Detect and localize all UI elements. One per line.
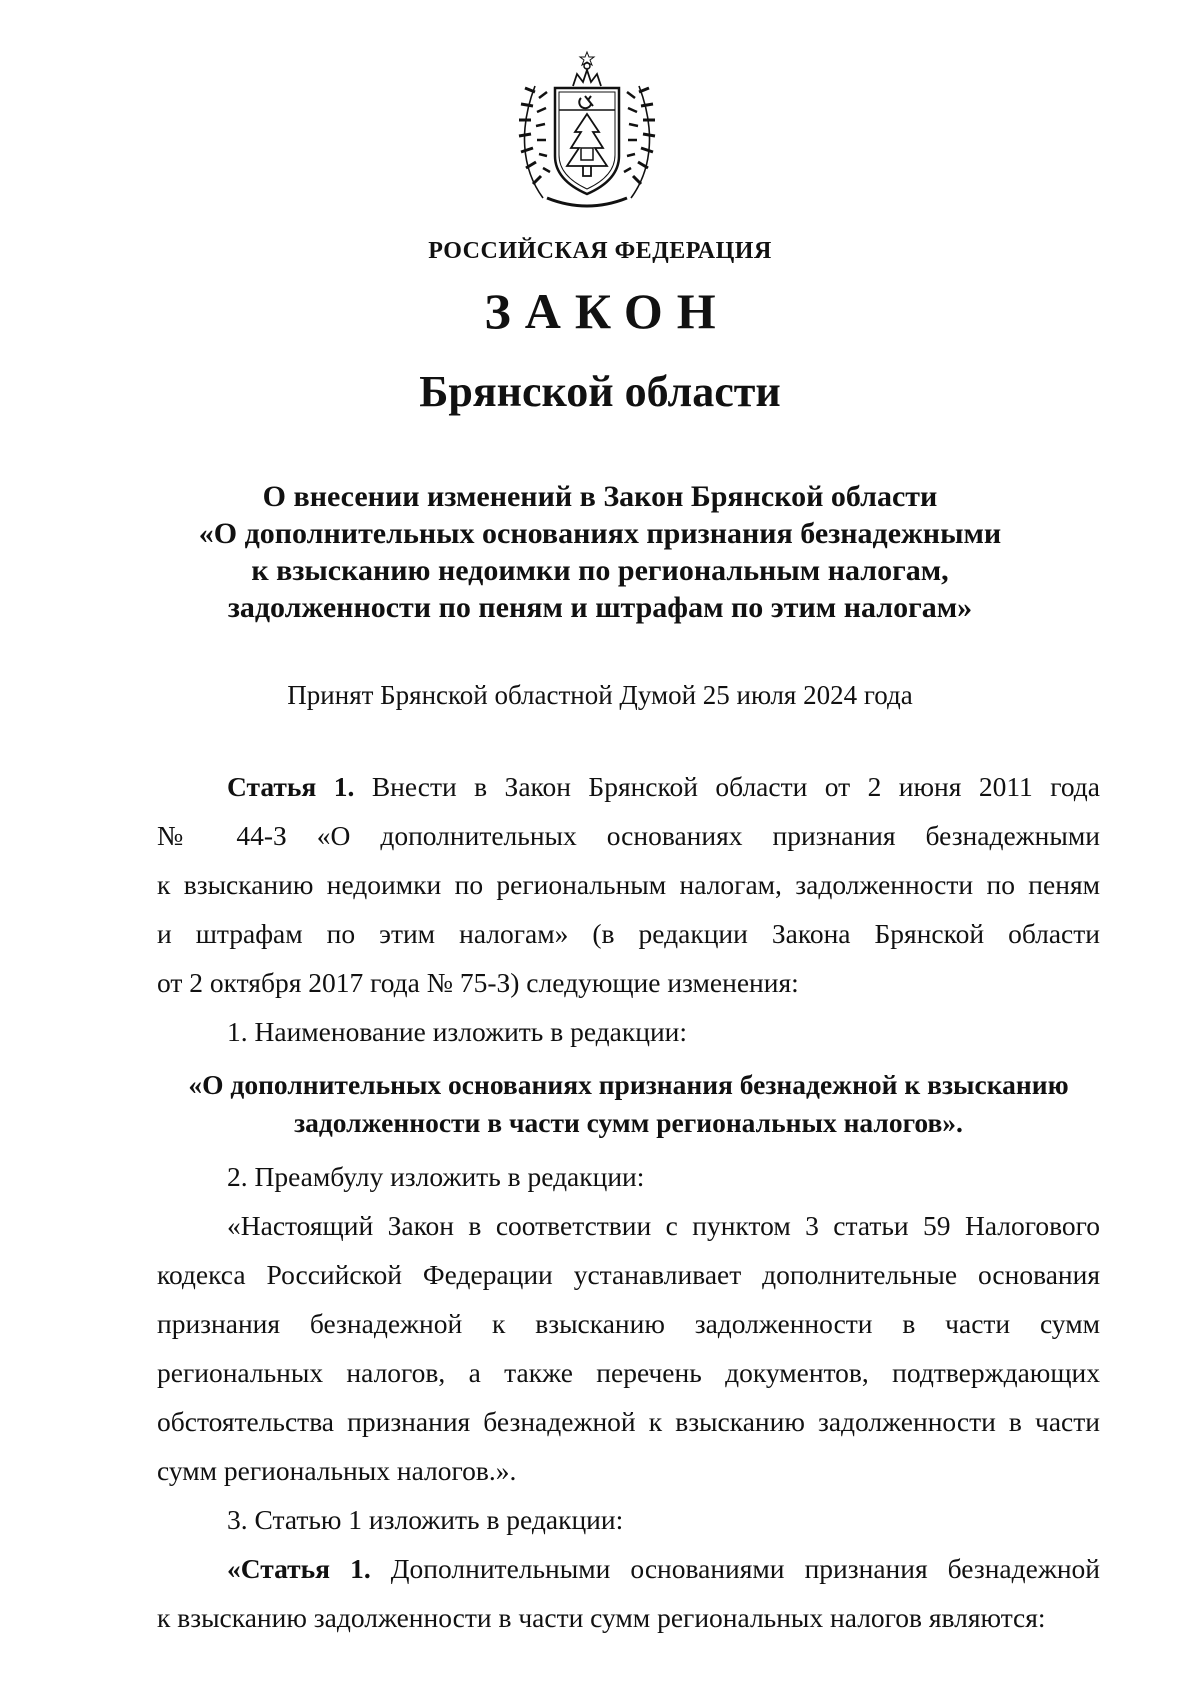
title-line: О внесении изменений в Закон Брянской области (262, 480, 938, 513)
preamble-line: «Настоящий Закон в соответствии с пунктом 3 статьи 59 Налогового (227, 1210, 1100, 1241)
preamble-line: сумм региональных налогов.». (157, 1455, 517, 1486)
new-article1-text: Дополнительными основаниями признания безнадежной (390, 1553, 1100, 1584)
item2-text: 2. Преамбулу изложить в редакции: (227, 1161, 645, 1192)
new-article1-line: к взысканию задолженности в части сумм региональных налогов являются: (157, 1602, 1046, 1633)
article1-text: Внести в Закон Брянской области от 2 июня 2011 года (371, 771, 1100, 802)
article1-label: Статья 1. (227, 771, 355, 802)
title-line: задолженности по пеням и штрафам по этим налогам» (227, 591, 973, 624)
coat-of-arms-emblem (513, 48, 661, 218)
region-name: Брянской области (419, 367, 781, 416)
preamble-line: обстоятельства признания безнадежной к взысканию задолженности в части (157, 1406, 1100, 1437)
item1-text: 1. Наименование изложить в редакции: (227, 1016, 688, 1047)
document-body (157, 762, 1100, 1642)
new-name-line: задолженности в части сумм региональных налогов». (294, 1107, 963, 1138)
new-article1-line (157, 1544, 1100, 1593)
article1-line: и штрафам по этим налогам» (в редакции Закона Брянской области (157, 918, 1100, 949)
article1-line: от 2 октября 2017 года № 75-З) следующие изменения: (157, 967, 799, 998)
document-title (0, 478, 1200, 626)
adoption-note: Принят Брянской областной Думой 25 июля 2024 года (287, 680, 913, 710)
title-line: к взысканию недоимки по региональным налогам, (251, 554, 949, 587)
article1-line: № 44-З «О дополнительных основаниях признания безнадежными (157, 820, 1100, 851)
country-name: РОССИЙСКАЯ ФЕДЕРАЦИЯ (428, 238, 772, 264)
document-type: ЗАКОН (484, 283, 730, 339)
title-line: «О дополнительных основаниях признания безнадежными (198, 517, 1002, 550)
article1-line: к взысканию недоимки по региональным налогам, задолженности по пеням (157, 869, 1100, 900)
preamble-line: признания безнадежной к взысканию задолженности в части сумм (157, 1308, 1100, 1339)
preamble-line: региональных налогов, а также перечень документов, подтверждающих (157, 1357, 1100, 1388)
new-article1-label: «Статья 1. (227, 1553, 371, 1584)
item3-text: 3. Статью 1 изложить в редакции: (227, 1504, 624, 1535)
preamble-line: кодекса Российской Федерации устанавливает дополнительные основания (157, 1259, 1100, 1290)
article1-line (157, 762, 1100, 811)
new-name-line: «О дополнительных основаниях признания безнадежной к взысканию (188, 1069, 1069, 1100)
